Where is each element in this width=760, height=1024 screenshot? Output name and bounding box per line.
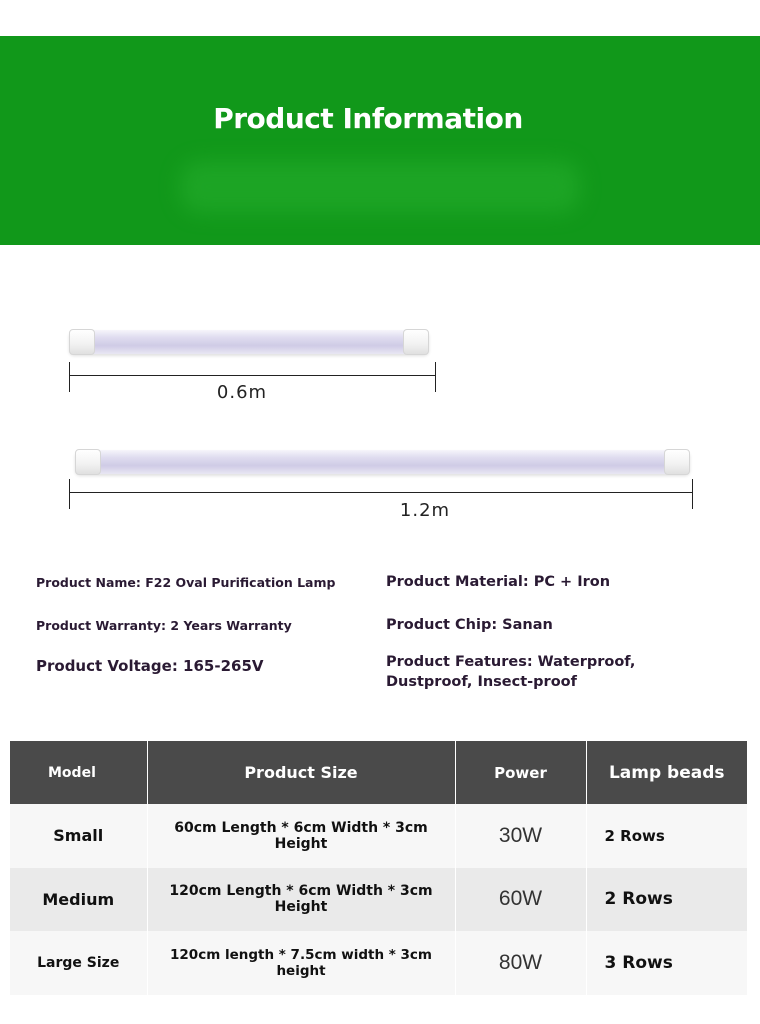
lamp-end-cap [75,449,101,475]
cell-size: 120cm length * 7.5cm width * 3cm height [147,931,455,995]
cell-power: 30W [455,804,586,868]
dimension-line [69,492,693,493]
blurred-subtitle [180,161,580,213]
cell-model: Small [10,804,147,868]
cell-beads: 2 Rows [586,804,747,868]
cell-power: 80W [455,931,586,995]
spec-product-name: Product Name: F22 Oval Purification Lamp [36,575,336,590]
table-header-row [10,741,747,804]
cell-model: Medium [10,868,147,932]
dimension-tick [69,479,70,509]
spec-product-warranty: Product Warranty: 2 Years Warranty [36,618,292,633]
product-size-table [10,741,747,995]
table-row [10,868,747,932]
lamp-0-6m-image [69,330,429,354]
dimension-tick [692,479,693,509]
header-lamp-beads: Lamp beads [586,741,747,804]
spec-product-features [386,652,635,692]
cell-power: 60W [455,868,586,932]
features-line-2: Dustproof, Insect-proof [386,674,577,690]
table-row [10,931,747,995]
cell-size: 120cm Length * 6cm Width * 3cm Height [147,868,455,932]
page-title: Product Information [213,102,523,135]
cell-size: 60cm Length * 6cm Width * 3cm Height [147,804,455,868]
spec-product-voltage: Product Voltage: 165-265V [36,657,264,675]
cell-beads: 3 Rows [586,931,747,995]
lamp-end-cap [69,329,95,355]
spec-product-material: Product Material: PC + Iron [386,574,611,590]
cell-beads: 2 Rows [586,868,747,932]
header-product-size: Product Size [147,741,455,804]
spec-product-chip: Product Chip: Sanan [386,617,553,633]
dimension-tick [69,362,70,392]
header-power: Power [455,741,586,804]
features-line-1: Product Features: Waterproof, [386,654,636,670]
lamp-end-cap [664,449,690,475]
cell-model: Large Size [10,931,147,995]
header-model: Model [10,741,147,804]
dimension-tick [435,362,436,392]
lamp-length-label: 0.6m [216,382,268,403]
dimension-line [69,375,436,376]
lamp-length-label: 1.2m [399,500,451,521]
lamp-end-cap [403,329,429,355]
lamp-1-2m-image [75,450,690,474]
table-row [10,804,747,868]
header-banner [0,36,760,245]
